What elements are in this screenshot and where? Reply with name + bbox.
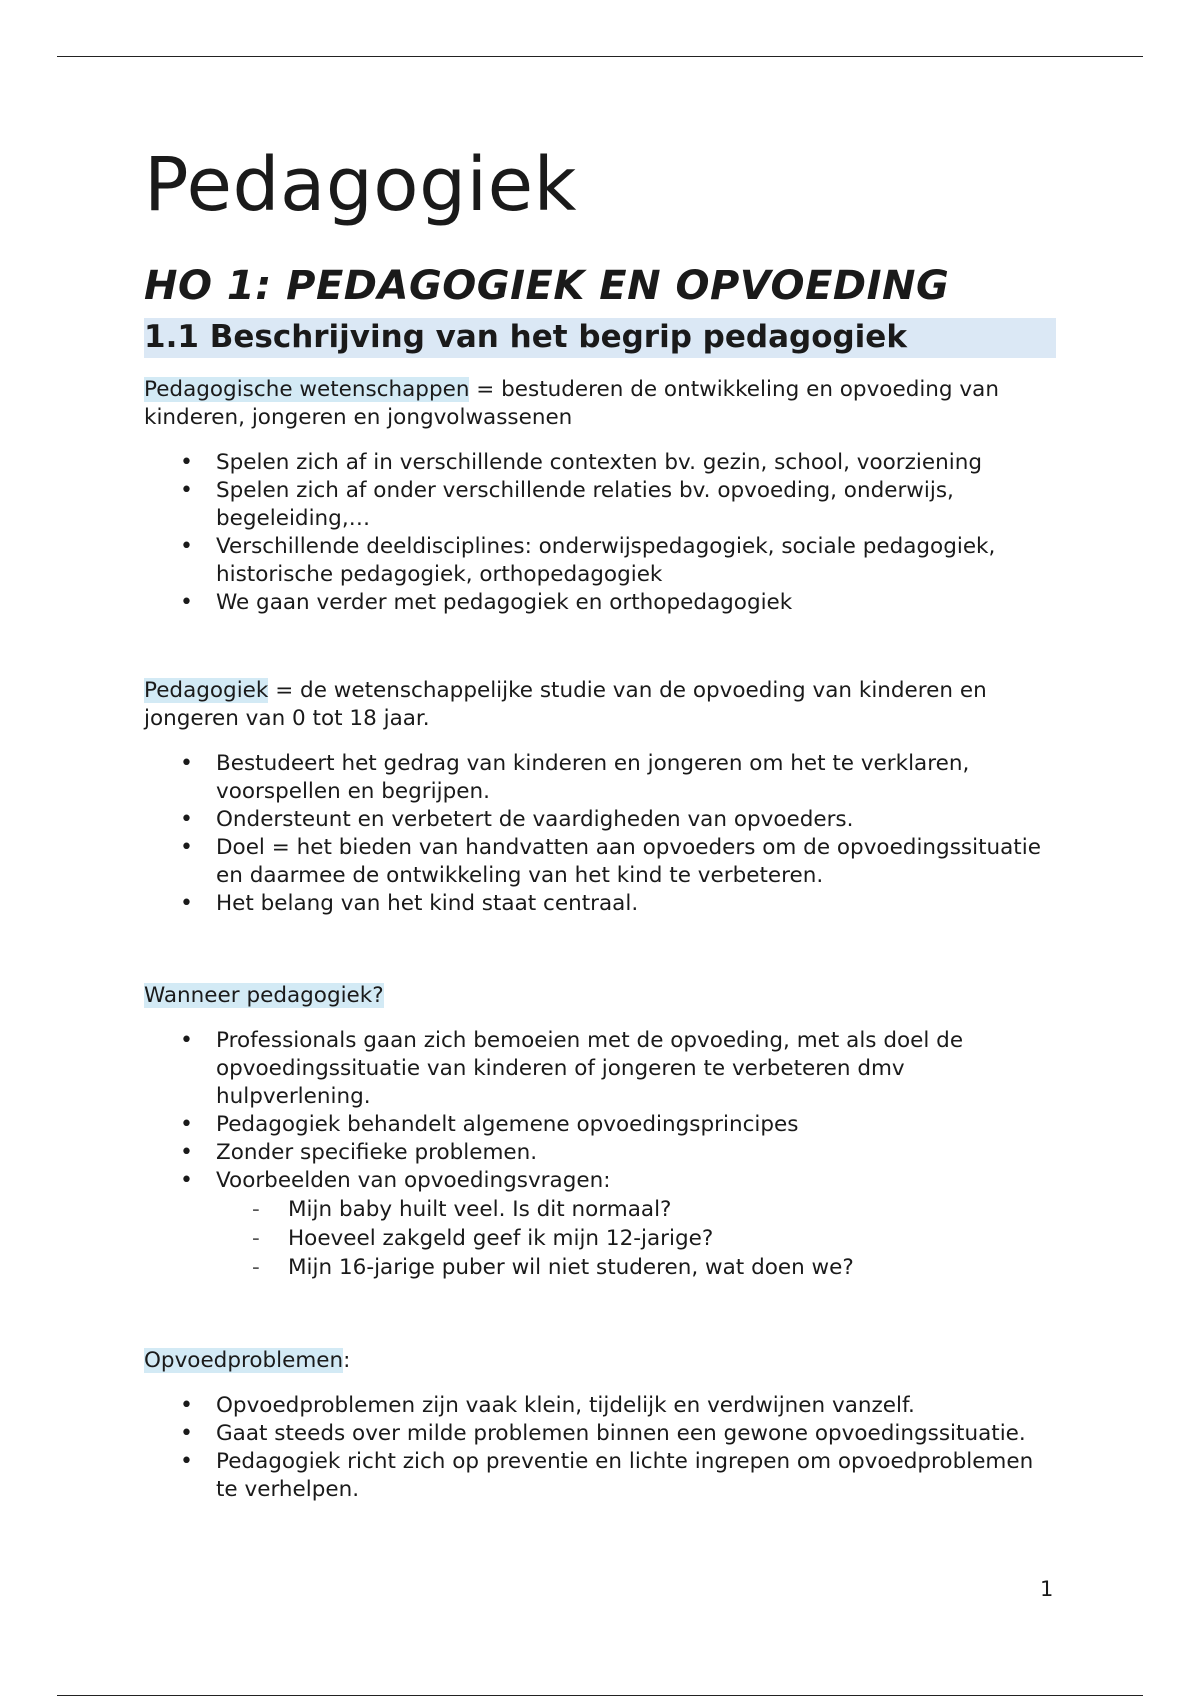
sub-list-item: - Mijn baby huilt veel. Is dit normaal? [216, 1196, 1056, 1224]
top-rule [57, 56, 1143, 57]
document-title: Pedagogiek [144, 142, 577, 228]
highlighted-term: Pedagogiek [144, 678, 269, 703]
block-wanneer-pedagogiek [144, 982, 1056, 1282]
sub-list [216, 1196, 1056, 1282]
list-item: • We gaan verder met pedagogiek en orthopedagogiek [144, 589, 1056, 617]
sub-list-item: - Hoeveel zakgeld geef ik mijn 12-jarige? [216, 1225, 1056, 1253]
bullet-list [144, 1392, 1056, 1504]
highlighted-term: Wanneer pedagogiek? [144, 983, 384, 1008]
bullet-list [144, 750, 1056, 918]
list-item: • Professionals gaan zich bemoeien met de opvoeding, met als doel de opvoedingssituatie van kinderen of jongeren te verbeteren dmv hulpverlening. [144, 1027, 1056, 1111]
list-item: • Pedagogiek richt zich op preventie en lichte ingrepen om opvoedproblemen te verhelpen. [144, 1448, 1056, 1504]
block-opvoedproblemen [144, 1347, 1056, 1504]
definition-paragraph [144, 376, 1056, 432]
list-item: • Doel = het bieden van handvatten aan opvoeders om de opvoedingssituatie en daarmee de ontwikkeling van het kind te verbeteren. [144, 834, 1056, 890]
list-item-text: Voorbeelden van opvoedingsvragen: [216, 1168, 611, 1193]
list-item: • Zonder specifieke problemen. [144, 1139, 1056, 1167]
highlighted-term: Pedagogische wetenschappen [144, 377, 470, 402]
definition-text: = bestuderen de ontwikkeling en opvoeding van kinderen, jongeren en jongvolwassenen [144, 377, 999, 430]
list-item: • Spelen zich af in verschillende contexten bv. gezin, school, voorziening [144, 449, 1056, 477]
definition-paragraph [144, 677, 1056, 733]
highlighted-term: Opvoedproblemen [144, 1348, 344, 1373]
subheading-paragraph [144, 982, 1056, 1010]
block-pedagogische-wetenschappen [144, 376, 1056, 617]
subheading-suffix: : [343, 1348, 351, 1373]
definition-text: = de wetenschappelijke studie van de opvoeding van kinderen en jongeren van 0 tot 18 jaar. [144, 678, 987, 731]
list-item: • Het belang van het kind staat centraal. [144, 890, 1056, 918]
list-item: • Pedagogiek behandelt algemene opvoedingsprincipes [144, 1111, 1056, 1139]
list-item: • Verschillende deeldisciplines: onderwijspedagogiek, sociale pedagogiek, historische pedagogiek, orthopedagogiek [144, 533, 1056, 589]
section-heading: 1.1 Beschrijving van het begrip pedagogiek [144, 318, 1056, 358]
list-item: • Bestudeert het gedrag van kinderen en jongeren om het te verklaren, voorspellen en begrijpen. [144, 750, 1056, 806]
chapter-heading: HO 1: PEDAGOGIEK EN OPVOEDING [144, 263, 950, 309]
sub-list-item: - Mijn 16-jarige puber wil niet studeren, wat doen we? [216, 1254, 1056, 1282]
block-pedagogiek [144, 677, 1056, 918]
bullet-list [144, 449, 1056, 617]
bottom-rule [57, 1695, 1143, 1696]
list-item: • Spelen zich af onder verschillende relaties bv. opvoeding, onderwijs, begeleiding,… [144, 477, 1056, 533]
list-item: • Ondersteunt en verbetert de vaardigheden van opvoeders. [144, 806, 1056, 834]
bullet-list [144, 1027, 1056, 1282]
list-item: • Opvoedproblemen zijn vaak klein, tijdelijk en verdwijnen vanzelf. [144, 1392, 1056, 1420]
list-item [144, 1167, 1056, 1282]
document-page [144, 140, 1056, 1504]
list-item: • Gaat steeds over milde problemen binnen een gewone opvoedingssituatie. [144, 1420, 1056, 1448]
subheading-paragraph [144, 1347, 1056, 1375]
page-number: 1 [1040, 1577, 1054, 1601]
